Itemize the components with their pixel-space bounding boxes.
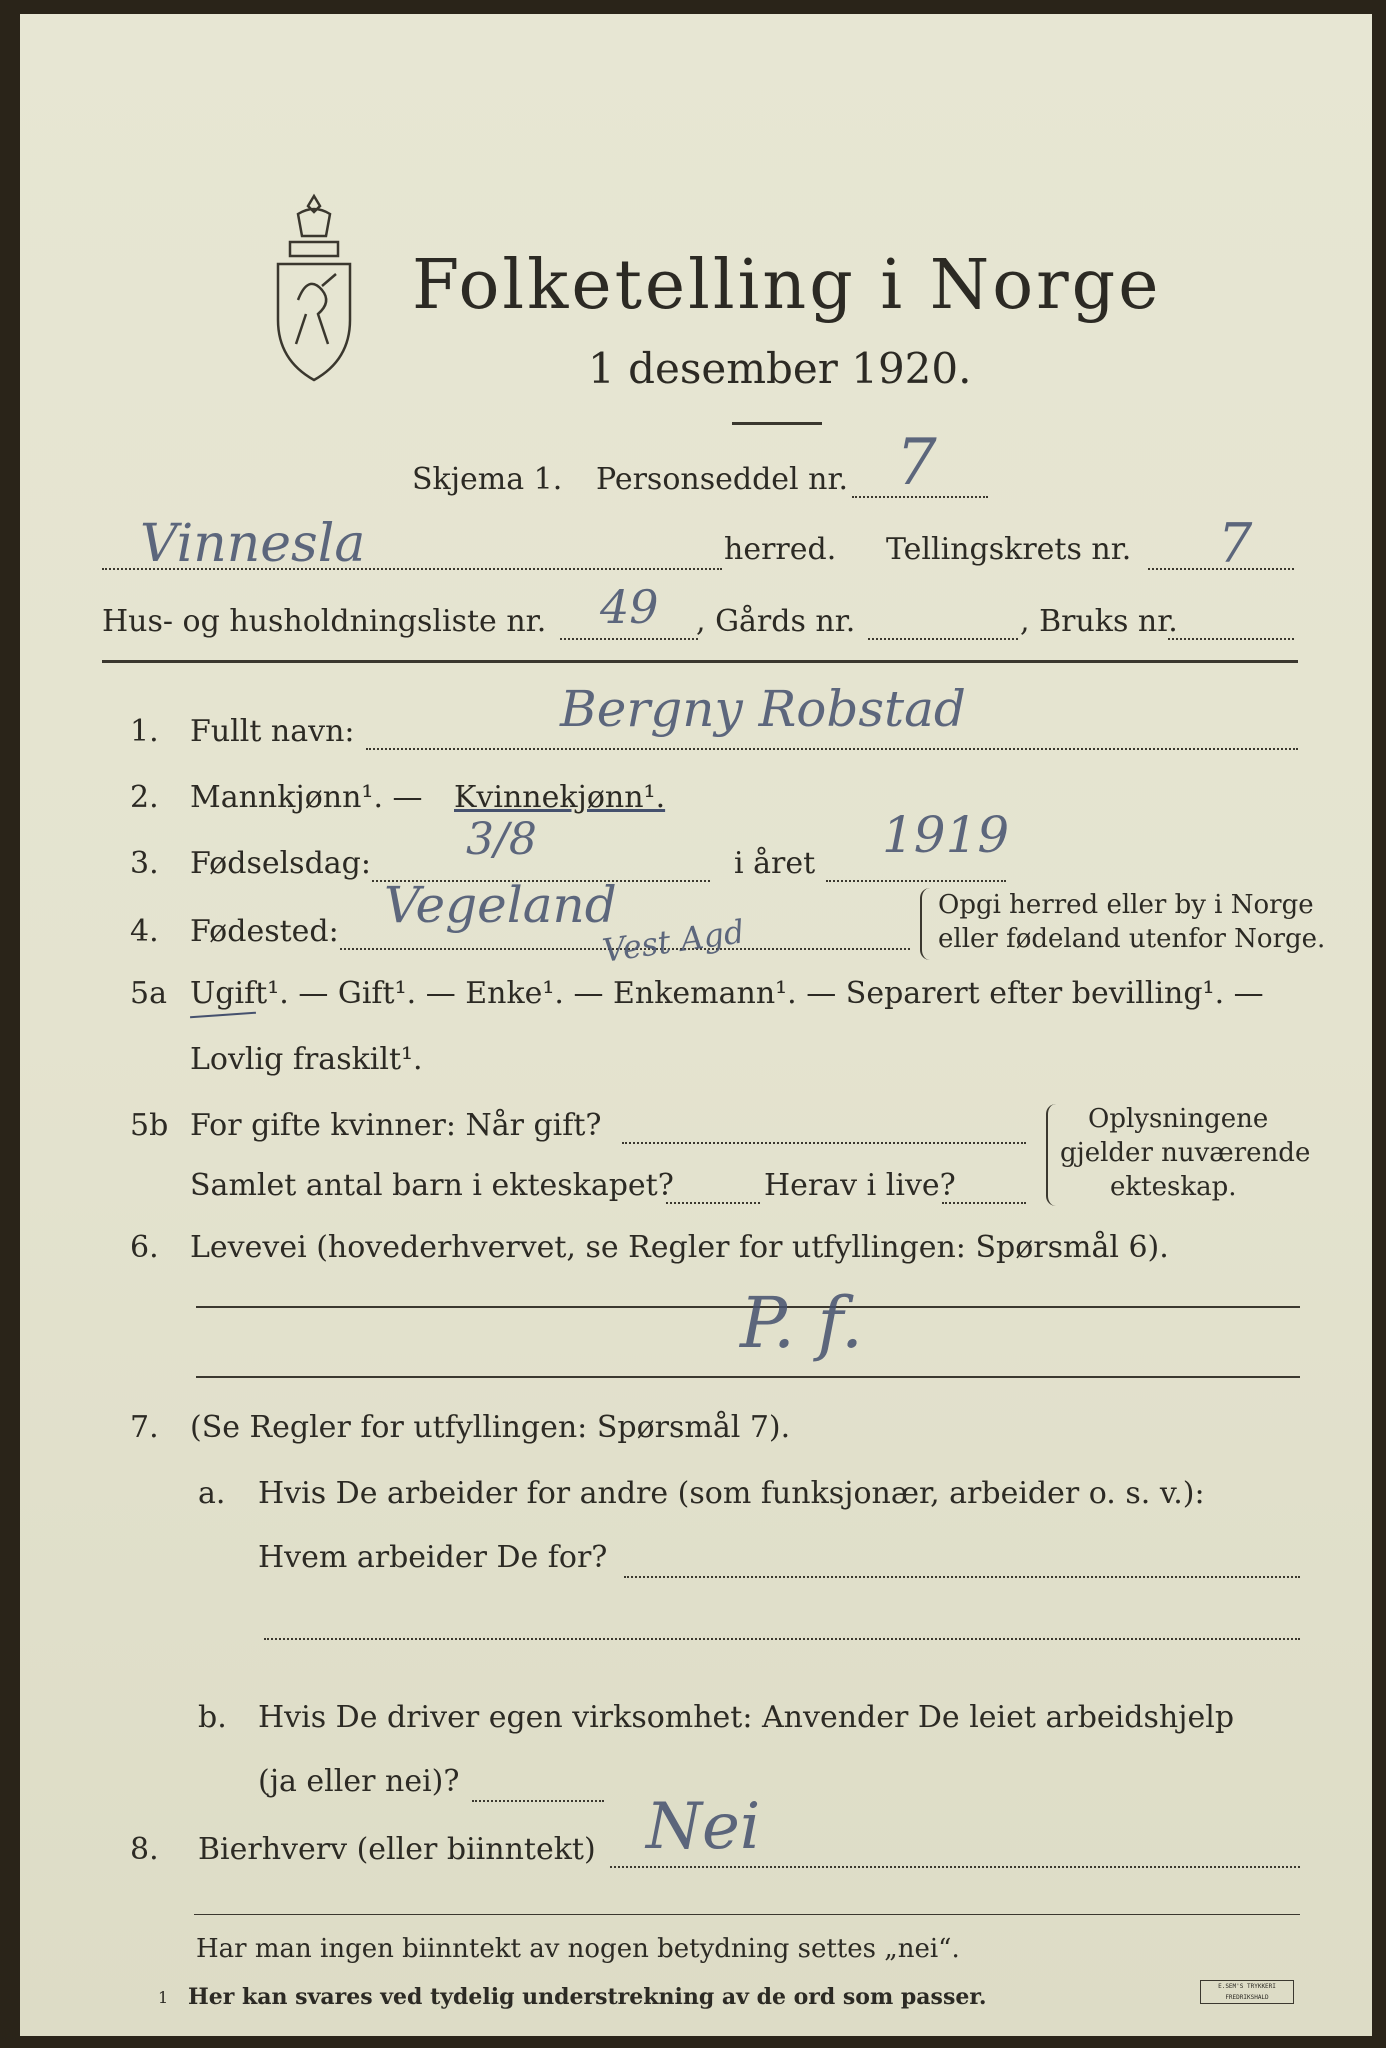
q7a-employer-line <box>624 1576 1300 1578</box>
q5b-note-line2: gjelder nuværende <box>1060 1138 1311 1168</box>
q7a-line1: Hvis De arbeider for andre (som funksjonær, arbeider o. s. v.): <box>258 1476 1205 1511</box>
q4-note-line1: Opgi herred eller by i Norge <box>938 890 1314 920</box>
q5b-alive-line <box>942 1202 1026 1204</box>
tellingskrets-label: Tellingskrets nr. <box>886 532 1132 567</box>
q1-label: Fullt navn: <box>190 714 355 749</box>
herred-line <box>102 568 722 570</box>
q6-line2 <box>196 1376 1300 1378</box>
census-form <box>20 14 1372 2036</box>
printer-stamp: E.SEM'S TRYKKERI FREDRIKSHALD <box>1200 1980 1294 2004</box>
q7-number: 7. <box>130 1410 159 1445</box>
q6-number: 6. <box>130 1230 159 1265</box>
q7b-number: b. <box>198 1700 227 1735</box>
q5a-marital-options: Ugift¹. — Gift¹. — Enke¹. — Enkemann¹. — Separert efter bevilling¹. — <box>190 976 1264 1011</box>
q7b-line1: Hvis De driver egen virksomhet: Anvender De leiet arbeidshjelp <box>258 1700 1235 1735</box>
form-title: Folketelling i Norge <box>412 246 1162 325</box>
q5b-note-line3: ekteskap. <box>1110 1172 1237 1202</box>
hus-label: Hus- og husholdningsliste nr. <box>102 604 547 639</box>
q4-label: Fødested: <box>190 914 339 949</box>
side-income-value[interactable]: Nei <box>646 1790 761 1864</box>
personseddel-value[interactable]: 7 <box>896 426 937 500</box>
q4-brace <box>920 888 934 960</box>
q6-label: Levevei (hovederhvervet, se Regler for utfyllingen: Spørsmål 6). <box>190 1230 1169 1265</box>
census-date: 1 desember 1920. <box>588 344 972 393</box>
q5b-married-line <box>622 1142 1026 1144</box>
q7b-line2: (ja eller nei)? <box>258 1764 460 1799</box>
q8-line <box>610 1866 1300 1868</box>
q7a-employer-line2 <box>264 1638 1300 1640</box>
q1-number: 1. <box>130 714 159 749</box>
birthplace-value[interactable]: Vegeland <box>384 876 617 934</box>
q3-number: 3. <box>130 846 159 881</box>
herred-label: herred. <box>724 532 837 567</box>
birthplace-region-value[interactable]: Vest Agd <box>600 912 747 970</box>
herred-value[interactable]: Vinnesla <box>140 514 366 574</box>
q8-number: 8. <box>130 1832 159 1867</box>
q8-label: Bierhverv (eller biinntekt) <box>198 1832 596 1867</box>
q2-female: Kvinnekjønn¹. <box>454 780 666 815</box>
q5b-label1: For gifte kvinner: Når gift? <box>190 1108 602 1143</box>
q4-number: 4. <box>130 914 159 949</box>
q5b-brace <box>1046 1104 1060 1206</box>
q7a-number: a. <box>198 1476 226 1511</box>
footnote-text: Her kan svares ved tydelig understrekning av de ord som passer. <box>188 1984 987 2010</box>
schema-label: Skjema 1. <box>412 462 563 497</box>
header-divider <box>102 660 1298 663</box>
q1-line <box>366 748 1298 750</box>
footer-divider <box>194 1914 1300 1915</box>
birth-year-value[interactable]: 1919 <box>882 806 1010 864</box>
hus-line <box>560 638 698 640</box>
q7b-answer-line <box>472 1800 604 1802</box>
q2-number: 2. <box>130 780 159 815</box>
q5b-children-line <box>666 1202 760 1204</box>
occupation-value[interactable]: P. f. <box>740 1282 864 1364</box>
gards-label: , Gårds nr. <box>696 604 856 639</box>
q3-year-line <box>826 880 1006 882</box>
footer-note: Har man ingen biinntekt av nogen betydning settes „nei“. <box>196 1934 960 1964</box>
q4-note-line2: eller fødeland utenfor Norge. <box>938 924 1326 954</box>
q5b-note-line1: Oplysningene <box>1088 1104 1269 1134</box>
q5b-label3: Herav i live? <box>764 1168 956 1203</box>
q5a-line2: Lovlig fraskilt¹. <box>190 1042 423 1077</box>
birth-date-value[interactable]: 3/8 <box>466 814 537 865</box>
personseddel-label: Personseddel nr. <box>596 462 849 497</box>
q5b-number: 5b <box>130 1108 169 1143</box>
q2-male: Mannkjønn¹. — <box>190 780 423 815</box>
q3-year-label: i året <box>734 846 816 881</box>
title-divider <box>732 422 822 425</box>
full-name-value[interactable]: Bergny Robstad <box>560 680 966 738</box>
gards-line <box>868 638 1018 640</box>
footnote-number: 1 <box>158 1988 169 2007</box>
q3-label: Fødselsdag: <box>190 846 371 881</box>
ugift-underline <box>190 1012 256 1019</box>
q7-label: (Se Regler for utfyllingen: Spørsmål 7). <box>190 1410 791 1445</box>
q7a-line2: Hvem arbeider De for? <box>258 1540 608 1575</box>
hus-value[interactable]: 49 <box>600 580 659 634</box>
coat-of-arms-icon <box>268 190 360 386</box>
bruks-label: , Bruks nr. <box>1020 604 1178 639</box>
bruks-line <box>1168 638 1294 640</box>
tellingskrets-value[interactable]: 7 <box>1218 512 1253 575</box>
q5a-number: 5a <box>130 976 167 1011</box>
q5b-label2: Samlet antal barn i ekteskapet? <box>190 1168 674 1203</box>
